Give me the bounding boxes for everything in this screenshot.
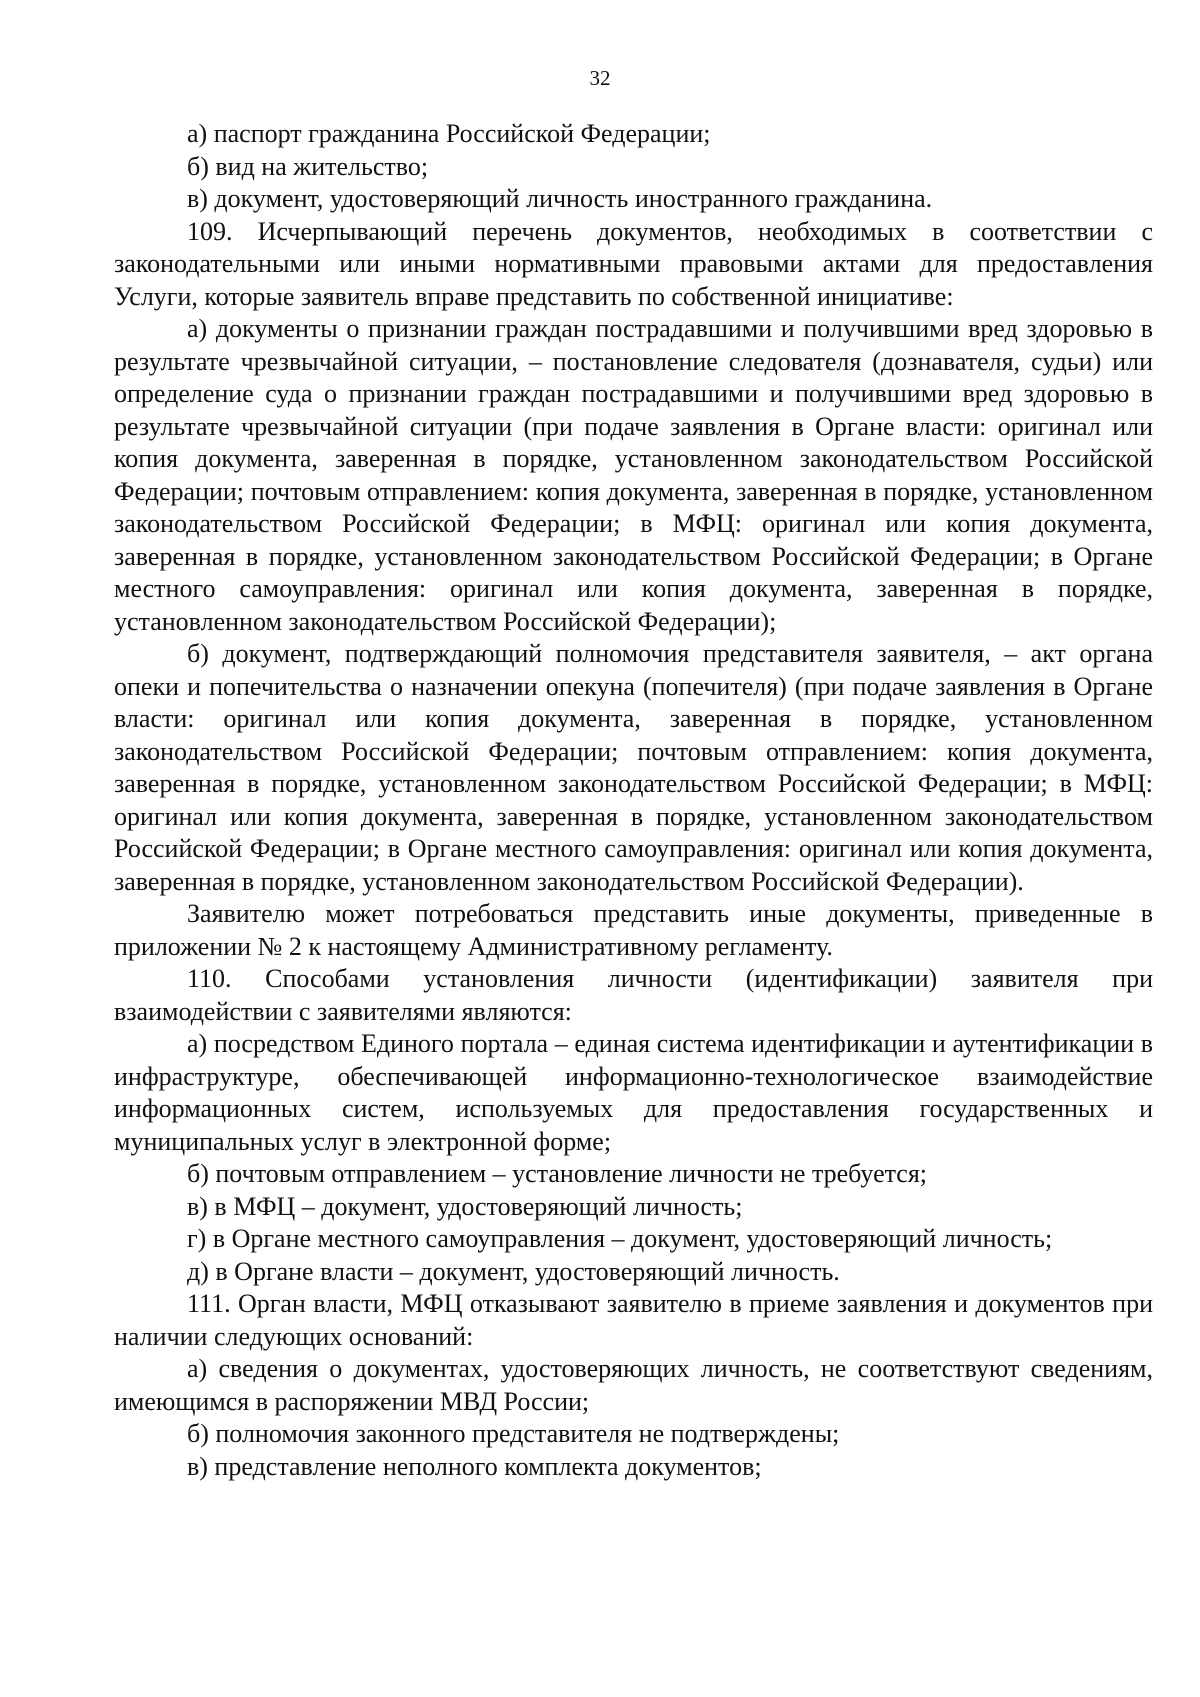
clause-110-item-c: в) в МФЦ – документ, удостоверяющий личность; bbox=[187, 1191, 743, 1221]
clause-111-item-b: б) полномочия законного представителя не подтверждены; bbox=[187, 1419, 840, 1448]
clause-109-item-a: а) документы о признании граждан пострадавшими и получившими вред здоровью в результате чрезвычайной ситуации, – постановление следователя (дознавателя, судьи) или определение суда о признании граждан пострадавшими и получившими вред здоровью в результате чрезвычайной ситуации (при подаче заявления в Органе власти: оригинал или копия документа, заверенная в порядке, установленном законодательством Российской Федерации; почтовым отправлением: копия документа, заверенная в порядке, установленном законодательством Российской Федерации; в МФЦ: оригинал или копия документа, заверенная в порядке, установленном законодательством Российской Федерации; в Органе местного самоуправления: оригинал или копия документа, заверенная в порядке, установленном законодательством Российской Федерации); bbox=[114, 314, 1153, 636]
clause-110-item-a: а) посредством Единого портала – единая система идентификации и аутентификации в инфраструктуре, обеспечивающей информационно-технологическое взаимодействие информационных систем, используемых для предоставления государственных и муниципальных услуг в электронной форме; bbox=[114, 1029, 1153, 1156]
clause-111-item-c: в) представление неполного комплекта документов; bbox=[187, 1451, 762, 1481]
list-item-residence-permit: б) вид на жительство; bbox=[187, 151, 429, 181]
clause-110: 110. Способами установления личности (идентификации) заявителя при взаимодействии с заявителями являются: bbox=[114, 964, 1153, 1026]
list-item-passport: а) паспорт гражданина Российской Федерации; bbox=[187, 119, 711, 148]
document-body bbox=[114, 118, 1153, 1483]
clause-111: 111. Орган власти, МФЦ отказывают заявителю в приеме заявления и документов при наличии следующих оснований: bbox=[114, 1289, 1153, 1351]
clause-111-item-a: а) сведения о документах, удостоверяющих личность, не соответствуют сведениям, имеющимся в распоряжении МВД России; bbox=[114, 1354, 1153, 1416]
clause-110-item-b: б) почтовым отправлением – установление личности не требуется; bbox=[187, 1159, 928, 1188]
additional-documents-note: Заявителю может потребоваться представить иные документы, приведенные в приложении № 2 к настоящему Административному регламенту. bbox=[114, 899, 1153, 961]
clause-109: 109. Исчерпывающий перечень документов, необходимых в соответствии с законодательными или иными нормативными правовыми актами для предоставления Услуги, которые заявитель вправе представить по собственной инициативе: bbox=[114, 216, 1153, 311]
clause-110-item-e: д) в Органе власти – документ, удостоверяющий личность. bbox=[187, 1256, 840, 1286]
clause-109-item-b: б) документ, подтверждающий полномочия представителя заявителя, – акт органа опеки и попечительства о назначении опекуна (попечителя) (при подаче заявления в Органе власти: оригинал или копия документа, заверенная в порядке, установленном законодательством Российской Федерации; почтовым отправлением: копия документа, заверенная в порядке, установленном законодательством Российской Федерации; в МФЦ: оригинал или копия документа, заверенная в порядке, установленном законодательством Российской Федерации; в Органе местного самоуправления: оригинал или копия документа, заверенная в порядке, установленном законодательством Российской Федерации). bbox=[114, 639, 1153, 896]
list-item-foreign-id: в) документ, удостоверяющий личность иностранного гражданина. bbox=[187, 184, 933, 213]
page-number: 32 bbox=[589, 66, 611, 90]
clause-110-item-d: г) в Органе местного самоуправления – документ, удостоверяющий личность; bbox=[187, 1224, 1053, 1253]
